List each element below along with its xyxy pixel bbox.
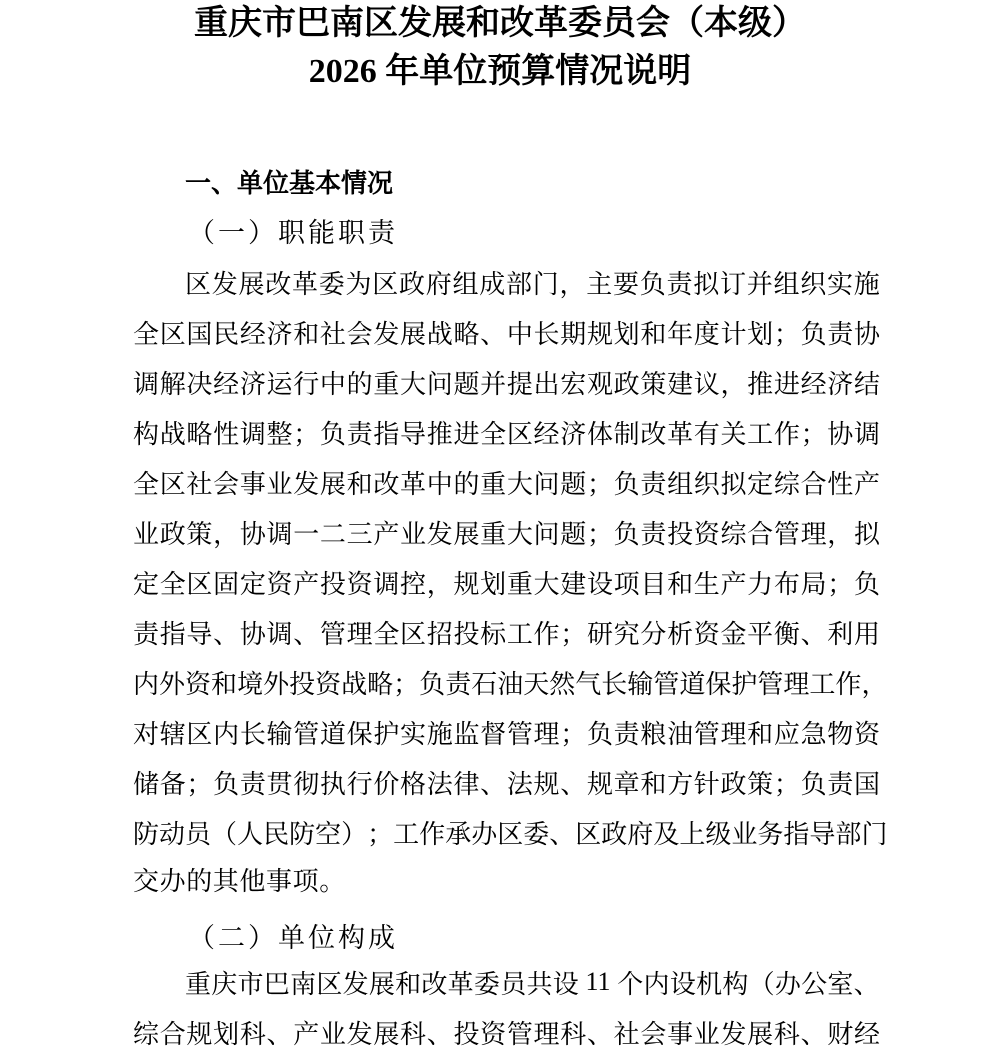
paragraph-line: 定 全 区 固 定 资 产 投 资 调 控 ， 规 划 重 大 建 设 项 目 和 生 产 力 布 局 ； 负 bbox=[133, 569, 880, 599]
paragraph-line: 综 合 规 划 科 、 产 业 发 展 科 、 投 资 管 理 科 、 社 会 事 业 发 展 科 、 财 经 bbox=[133, 1019, 880, 1049]
paragraph-composition bbox=[133, 957, 880, 1050]
paragraph-duties bbox=[133, 257, 888, 907]
paragraph-line: 业 政 策 ， 协 调 一 二 三 产 业 发 展 重 大 问 题 ； 负 责 投 资 综 合 管 理 ， 拟 bbox=[133, 519, 880, 549]
paragraph-line: 责 指 导 、 协 调 、 管 理 全 区 招 投 标 工 作 ； 研 究 分 析 资 金 平 衡 、 利 用 bbox=[133, 619, 880, 649]
paragraph-line: 内 外 资 和 境 外 投 资 战 略 ； 负 责 石 油 天 然 气 长 输 管 道 保 护 管 理 工 作 ， bbox=[133, 669, 888, 699]
paragraph-line: 构 战 略 性 调 整 ； 负 责 指 导 推 进 全 区 经 济 体 制 改 革 有 关 工 作 ； 协 调 bbox=[133, 419, 880, 449]
paragraph-line: 防 动 员 （ 人 民 防 空 ） ； 工 作 承 办 区 委 、 区 政 府 及 上 级 业 务 指 导 部 门 bbox=[133, 819, 888, 849]
paragraph-line: 区 发 展 改 革 委 为 区 政 府 组 成 部 门 ， 主 要 负 责 拟 订 并 组 织 实 施 bbox=[185, 269, 880, 299]
document-title-line-2: 2026 年单位预算情况说明 bbox=[308, 53, 692, 90]
subsection-heading-composition: （二）单位构成 bbox=[188, 923, 398, 953]
paragraph-line: 全 区 国 民 经 济 和 社 会 发 展 战 略 、 中 长 期 规 划 和 年 度 计 划 ； 负 责 协 bbox=[133, 319, 880, 349]
paragraph-line: 重 庆 市 巴 南 区 发 展 和 改 革 委 员 共 设 11 个 内 设 机 构 （ 办 公 室 、 bbox=[185, 967, 880, 999]
subsection-heading-duties: （一）职能职责 bbox=[188, 218, 398, 248]
document-title-line-1: 重庆市巴南区发展和改革委员会（本级） bbox=[194, 5, 806, 42]
paragraph-line: 交办的其他事项。 bbox=[133, 867, 346, 896]
paragraph-line: 对 辖 区 内 长 输 管 道 保 护 实 施 监 督 管 理 ； 负 责 粮 油 管 理 和 应 急 物 资 bbox=[133, 719, 880, 749]
paragraph-line: 全 区 社 会 事 业 发 展 和 改 革 中 的 重 大 问 题 ； 负 责 组 织 拟 定 综 合 性 产 bbox=[133, 469, 880, 499]
document-title bbox=[0, 0, 1000, 96]
paragraph-line: 储 备 ； 负 责 贯 彻 执 行 价 格 法 律 、 法 规 、 规 章 和 方 针 政 策 ； 负 责 国 bbox=[133, 769, 880, 799]
paragraph-line: 调 解 决 经 济 运 行 中 的 重 大 问 题 并 提 出 宏 观 政 策 建 议 ， 推 进 经 济 结 bbox=[133, 369, 880, 399]
section-heading-basic-info: 一、单位基本情况 bbox=[185, 168, 394, 198]
